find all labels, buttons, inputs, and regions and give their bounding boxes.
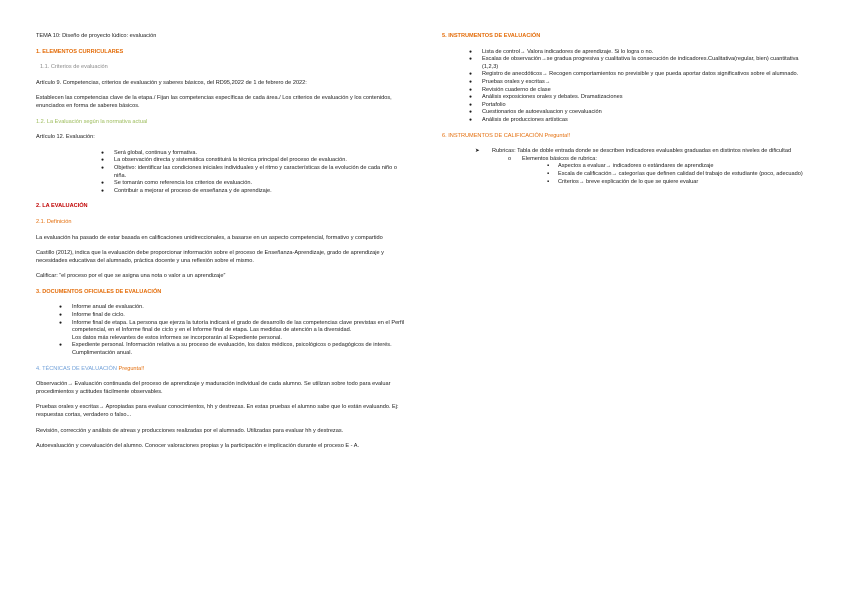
definition-paragraph-2: Castillo (2012), indica que la evaluación debe proporcionar información sobre el proceso de Enseñanza-Aprendizaje, grado de aprendizaje y necesidades educativas del alumnado, práctica docente y una reflexión sobre el mismo. [36,250,384,264]
official-documents-list [36,304,408,357]
list-item: ● La observación directa y sistemática constituirá la técnica principal del proceso de evaluación. [114,157,408,165]
definition-paragraph-3: Calificar: “el proceso por el que se asigna una nota o valor a un aprendizaje” [36,273,226,280]
list-item: ▪ Criterios→ breve explicación de lo que se quiere evaluar [558,179,812,187]
self-evaluation-paragraph: Autoevaluación y coevaluación del alumno. Conocer valoraciones propias y la participación e implicación durante el proceso E - A. [36,443,360,450]
list-item: ● Registro de anecdóticos→ Recogen comportamientos no previsible y que pueda aportar datos significativos sobre el alumnado. [482,71,812,79]
list-item: ● Contribuir a mejorar el proceso de enseñanza y de aprendizaje. [114,188,408,196]
rubric-elements-list [492,156,812,186]
section-5-heading: 5. INSTRUMENTOS DE EVALUACIÓN [442,33,541,39]
section-1-heading: 1. ELEMENTOS CURRICULARES [36,48,124,55]
review-paragraph: Revisión, corrección y análisis de atreas y producciones realizadas por el alumnado. Utilizadas para evaluar hh y destrezas. [36,427,344,434]
article-9-text: Artículo 9. Competencias, criterios de evaluación y saberes básicos, del RD95,2022 de 1 de febrero de 2022: [36,79,307,86]
list-item: ● Expediente personal. Información relativa a su proceso de evaluación, los datos médicos, psicológicos o pedagógicos de interés. Cumplimentación anual. [72,342,408,357]
list-item: ● Portafolio [482,102,812,110]
list-item: ▪ Escala de calificación→ categorías que definen calidad del trabajo de estudiante (poco, adecuado) [558,171,812,179]
competencias-paragraph: Establecen las competencias clave de la etapa./ Fijan las competencias específicas de cada área./ Los criterios de evaluación y los contenidos, enunciados en forma de saberes básicos. [36,95,392,109]
evaluation-criteria-list [36,150,408,196]
list-item [522,156,812,186]
section-4-heading [36,366,408,374]
section-1-1-heading: 1.1. Criterios de evaluación [40,64,108,71]
list-item: ● Cuestionarios de autoevaluacion y coevaluación [482,109,812,117]
definition-paragraph-1: La evaluación ha pasado de estar basada en calificaciones unidireccionales, a basarse en un aspecto competencial, formativo y compartido [36,234,383,241]
right-column [442,33,812,186]
list-item: ● Se tomarán como referencia los criterios de evaluación. [114,180,408,188]
list-item: ▪ Aspectos a evaluar→ indicadores o estándares de aprendizaje [558,163,812,171]
section-3-heading: 3. DOCUMENTOS OFICIALES DE EVALUACIÓN [36,288,162,295]
rubric-elements-label: Elementos básicos de rubrica: [522,155,597,162]
list-item: ● Será global, continua y formativa. [114,150,408,158]
section-6-heading [442,133,812,141]
document-title: TEMA 10: Diseño de proyecto lúdico: evaluación [36,33,157,39]
list-item: ● Objetivo: identificar las condiciones iniciales individuales y el ritmo y características de la evolución de cada niño o niña. [114,165,408,180]
section-2-heading: 2. LA EVALUACIÓN [36,203,88,210]
list-item: ● Informe final de ciclo. [72,312,408,320]
left-column [36,33,408,459]
question-tag: Pregunta!! [118,365,145,372]
section-6-title: 6. INSTRUMENTOS DE CALIFICACIÓN [442,132,543,139]
tests-paragraph: Pruebas orales y escritas→ Apropiadas para evaluar conocimientos, hh y destrezas. En estas pruebas el alumno sabe que lo están evaluando. Ej: respuestas cortas, verdadero o falso... [36,404,399,418]
article-12-text: Artículo 12. Evaluación: [36,134,95,141]
list-item: ● Análisis de producciones artísticas [482,117,812,125]
observation-paragraph: Observación→ Evaluación continuada del proceso de aprendizaje y maduración individual de cada alumno. Se utilizan sobre todo para evaluar procedimientos y actitudes fácilmente observables. [36,381,391,395]
list-item [72,320,408,343]
rubric-components-list [522,163,812,186]
list-item: ● Escalas de observación→se gradua progresiva y cualitativa la consecución de indicadores.Cualitativa(regular, bien) cuantitativa (1,2,3) [482,56,812,71]
list-item: ● Informe anual de evaluación. [72,304,408,312]
list-item: ● Pruebas orales y escritas→ [482,79,812,87]
section-2-1-heading: 2.1. Definición [36,218,72,225]
question-tag: Pregunta!! [544,132,571,139]
rubrics-list [442,148,812,186]
list-item-text: Informe final de etapa. La persona que ejerza la tutoría indicará el grado de desarrollo de las competencias clave previstas en el Perfil competencial, en el Informe final de ciclo y en el Informe final de etapa. Las medidas de atención a la diversidad. [72,319,405,334]
instruments-list [442,49,812,125]
rubrics-definition: Rubricas: Tabla de doble entrada donde se describen indicadores evaluables graduadas en distintos niveles de dificultad [492,148,792,155]
list-item: ● Revisión cuaderno de clase [482,87,812,95]
list-item: ● Lista de control→ Valora indicadores de aprendizaje. Si lo logra o no. [482,49,812,57]
section-4-title: 4. TÉCNICAS DE EVALUACIÓN [36,365,117,372]
list-item [492,148,812,186]
list-item: ● Análisis exposiciones orales y debates. Dramatizaciones [482,94,812,102]
list-item-note: Los datos más relevantes de estos informes se incorporarán al Expediente personal. [72,334,282,341]
section-1-2-heading: 1.2. La Evaluación según la normativa actual [36,118,148,125]
